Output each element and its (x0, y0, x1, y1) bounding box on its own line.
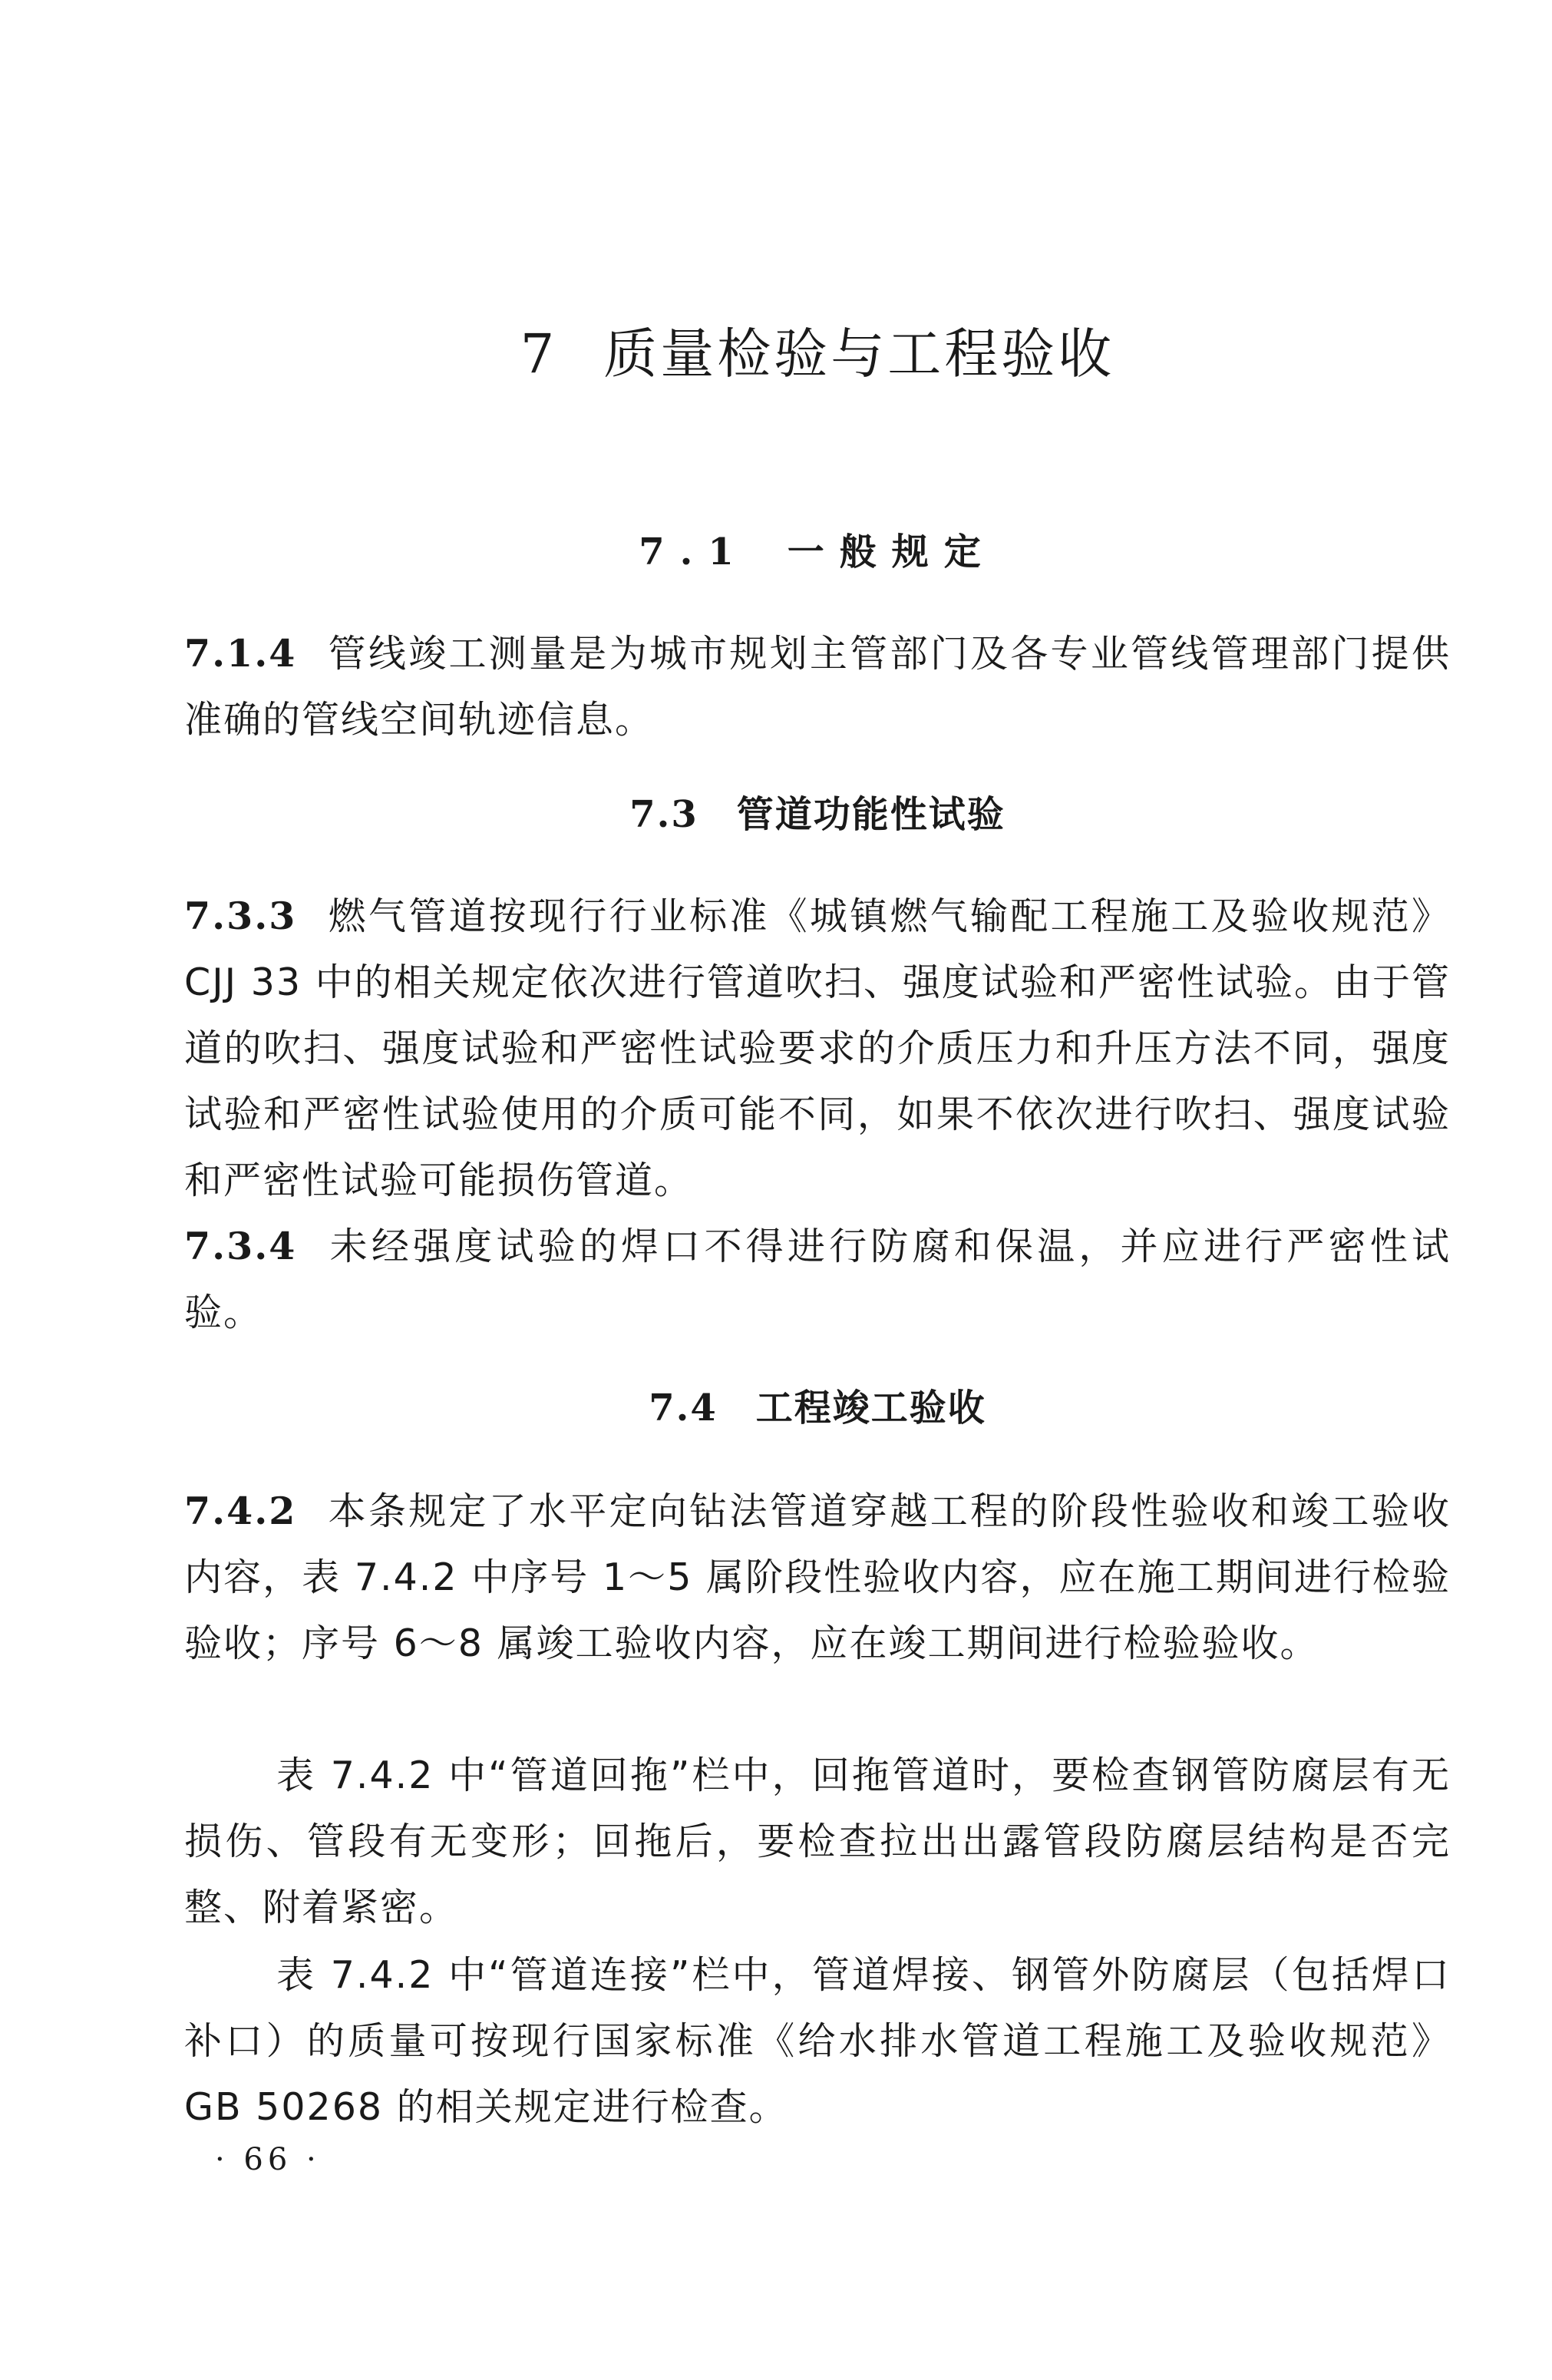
paragraph-pipe-pullback: 表 7.4.2 中“管道回拖”栏中，回拖管道时，要检查钢管防腐层有无损伤、管段有无变形；回拖后，要检查拉出出露管段防腐层结构是否完整、附着紧密。 (184, 1754, 1451, 1929)
chapter-number: 7 (520, 322, 558, 385)
clause-text: 未经强度试验的焊口不得进行防腐和保温，并应进行严密性试验。 (184, 1225, 1451, 1334)
section-title-text: 一般规定 (787, 531, 996, 574)
section-title-text: 管道功能性试验 (736, 793, 1005, 836)
clause-number: 7.1.4 (184, 631, 297, 676)
section-title-text: 工程竣工验收 (755, 1387, 986, 1430)
clause-7-3-4 (184, 1213, 1451, 1346)
page-number: · 66 · (215, 2142, 321, 2177)
clause-text: 本条规定了水平定向钻法管道穿越工程的阶段性验收和竣工验收内容，表 7.4.2 中序号 1～5 属阶段性验收内容，应在施工期间进行检验验收；序号 6～8 属竣工验收内容，应在竣工期间进行检验验收。 (184, 1489, 1451, 1665)
document-page (184, 0, 1451, 2380)
section-number: 7.1 (639, 531, 749, 574)
clause-7-1-4 (184, 620, 1451, 753)
paragraph-pipe-connection: 表 7.4.2 中“管道连接”栏中，管道焊接、钢管外防腐层（包括焊口补口）的质量可按现行国家标准《给水排水管道工程施工及验收规范》GB 50268 的相关规定进行检查。 (184, 1953, 1451, 2129)
section-number: 7.3 (629, 793, 698, 836)
chapter-title (184, 311, 1451, 388)
section-heading-7-1 (184, 522, 1451, 575)
clause-text: 管线竣工测量是为城市规划主管部门及各专业管线管理部门提供准确的管线空间轨迹信息。 (184, 632, 1451, 742)
clause-7-4-2 (184, 1478, 1451, 1677)
section-heading-7-4 (184, 1378, 1451, 1431)
section-number: 7.4 (649, 1387, 718, 1430)
clause-number: 7.3.4 (184, 1224, 297, 1268)
section-heading-7-3 (184, 785, 1451, 838)
chapter-title-text: 质量检验与工程验收 (603, 322, 1115, 385)
clause-7-3-3 (184, 883, 1451, 1214)
clause-text: 燃气管道按现行行业标准《城镇燃气输配工程施工及验收规范》CJJ 33 中的相关规定依次进行管道吹扫、强度试验和严密性试验。由于管道的吹扫、强度试验和严密性试验要求的介质压力和升压方法不同，强度试验和严密性试验使用的介质可能不同，如果不依次进行吹扫、强度试验和严密性试验可能损伤管道。 (184, 894, 1451, 1202)
clause-number: 7.4.2 (184, 1489, 297, 1533)
clause-number: 7.3.3 (184, 894, 297, 938)
